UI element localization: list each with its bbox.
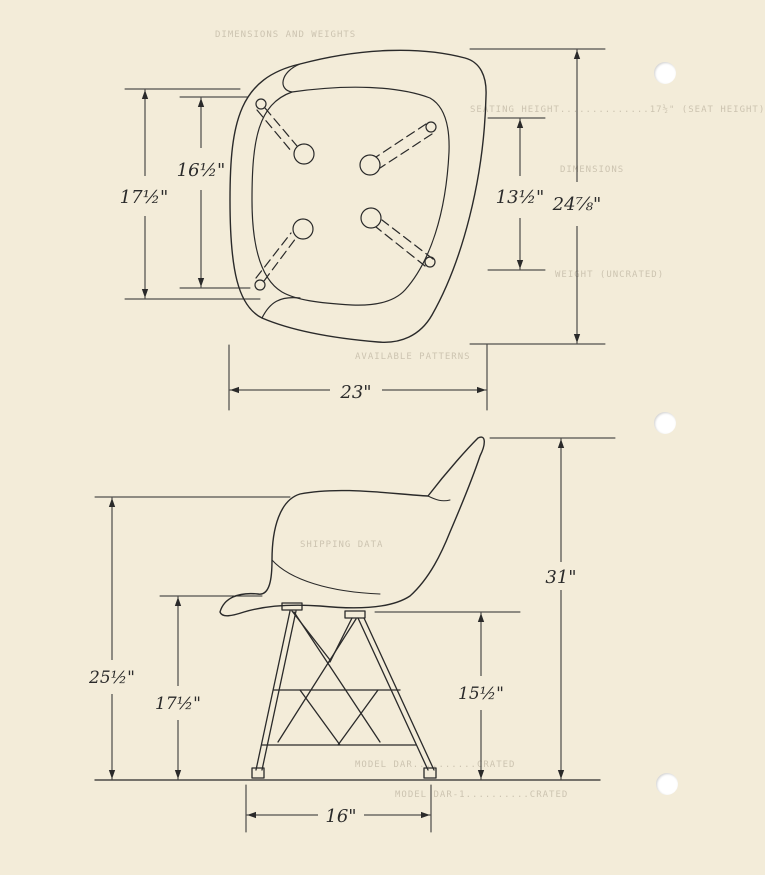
side-view-shell bbox=[220, 437, 484, 616]
label-arm-height: 25½" bbox=[89, 668, 135, 688]
label-seat-depth-outer: 17½" bbox=[119, 187, 169, 208]
shell-seat-edge bbox=[272, 560, 380, 594]
mount-block bbox=[282, 603, 302, 610]
top-view-mounts bbox=[255, 99, 436, 290]
bleed-text-dimensions: DIMENSIONS bbox=[560, 165, 625, 175]
bleed-text-title: DIMENSIONS AND WEIGHTS bbox=[215, 30, 357, 40]
label-seat-depth-inner: 16½" bbox=[176, 160, 226, 181]
label-overall-depth: 24⅞" bbox=[552, 194, 602, 215]
bleed-text-shipping: SHIPPING DATA bbox=[300, 540, 384, 550]
label-base-depth: 16" bbox=[325, 806, 357, 827]
shell-back-edge bbox=[428, 496, 450, 501]
dimension-labels bbox=[88, 148, 601, 827]
bleed-text-model-dar1: MODEL DAR-1..........CRATED bbox=[395, 790, 569, 800]
mount-end bbox=[255, 280, 265, 290]
shell-outer-outline bbox=[230, 50, 486, 342]
top-view-dimensions bbox=[125, 49, 605, 410]
mount-pad bbox=[293, 219, 313, 239]
label-seat-height-rear: 15½" bbox=[458, 684, 504, 704]
armrest-curve-right bbox=[262, 298, 300, 318]
bleed-text-weight: WEIGHT (UNCRATED) bbox=[555, 270, 665, 280]
label-mount-spacing: 13½" bbox=[495, 187, 545, 208]
bleed-text-model-dar: MODEL DAR..........CRATED bbox=[355, 760, 516, 770]
top-view-shell bbox=[230, 50, 486, 342]
shell-inner-outline bbox=[252, 87, 449, 305]
bleed-text-patterns: AVAILABLE PATTERNS bbox=[355, 352, 471, 362]
label-overall-height: 31" bbox=[545, 567, 577, 588]
mount-pad bbox=[360, 155, 380, 175]
side-view-dimensions bbox=[95, 438, 615, 832]
side-view-base bbox=[252, 603, 436, 778]
mount-end bbox=[256, 99, 266, 109]
mount-end bbox=[426, 122, 436, 132]
mount-block bbox=[345, 611, 365, 618]
mount-end bbox=[425, 257, 435, 267]
label-overall-width: 23" bbox=[340, 382, 372, 403]
shell-profile bbox=[220, 437, 484, 616]
label-seat-height-front: 17½" bbox=[155, 694, 201, 714]
mount-pad bbox=[361, 208, 381, 228]
bleed-text-seating: SEATING HEIGHT..............17½" (SEAT HEIGHT) bbox=[470, 105, 765, 115]
mount-pad bbox=[294, 144, 314, 164]
